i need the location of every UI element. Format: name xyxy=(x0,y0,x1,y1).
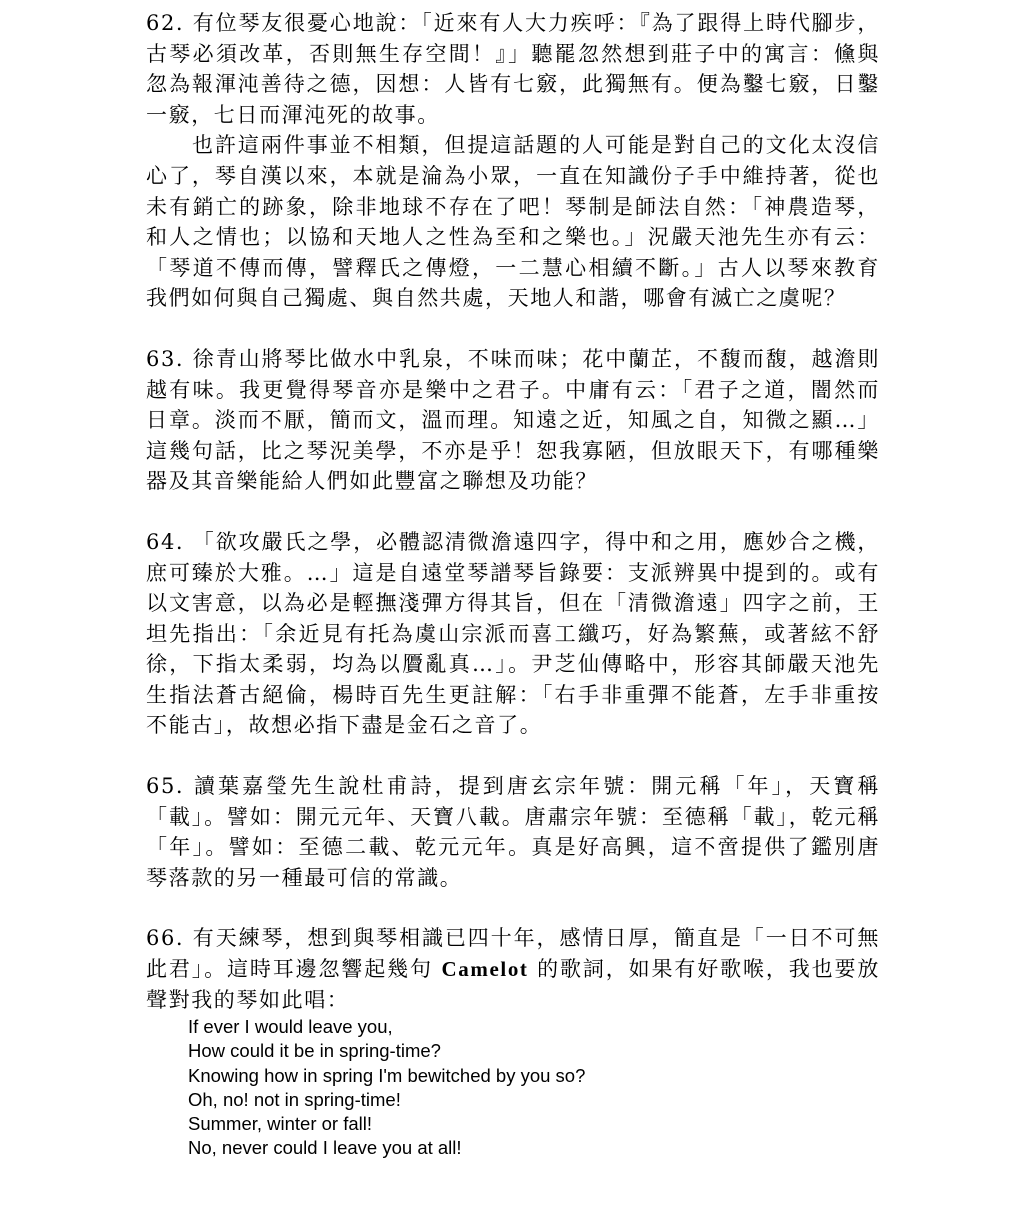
paragraph-gap xyxy=(146,893,880,923)
entry-62 xyxy=(146,8,880,314)
lyric-line: Knowing how in spring I'm bewitched by you so? xyxy=(188,1064,586,1086)
entry-64 xyxy=(146,527,880,741)
entry-65-paragraph: 65. 讀葉嘉瑩先生說杜甫詩，提到唐玄宗年號：開元稱「年」，天寶稱「載」。譬如：開元元年、天寶八載。唐肅宗年號：至德稱「載」，乾元稱「年」。譬如：至德二載、乾元元年。真是好高興，這不啻提供了鑑別唐琴落款的另一種最可信的常識。 xyxy=(146,774,880,890)
entry-63-paragraph: 63. 徐青山將琴比做水中乳泉，不味而味；花中蘭芷，不馥而馥，越澹則越有味。我更覺得琴音亦是樂中之君子。中庸有云：「君子之道，闇然而日章。淡而不厭，簡而文，溫而理。知遠之近，知風之自，知微之顯…」這幾句話，比之琴況美學，不亦是乎！恕我寡陋，但放眼天下，有哪種樂器及其音樂能給人們如此豐富之聯想及功能？ xyxy=(146,346,880,494)
lyric-line: If ever I would leave you, xyxy=(188,1016,393,1038)
lyric-line: Summer, winter or fall! xyxy=(188,1113,373,1135)
entry-65 xyxy=(146,771,880,893)
document-page xyxy=(146,8,880,1160)
lyric-line: How could it be in spring-time? xyxy=(188,1040,441,1062)
paragraph-gap xyxy=(146,314,880,344)
entry-64-paragraph: 64. 「欲攻嚴氏之學，必體認清微澹遠四字，得中和之用，應妙合之機，庶可臻於大雅。…」這是自遠堂琴譜琴旨錄要：支派辨異中提到的。或有以文害意，以為必是輕撫淺彈方得其旨，但在「清微澹遠」四字之前，王坦先指出：「余近見有托為虞山宗派而喜工纖巧，好為繁蕪，或著絃不舒徐，下指太柔弱，均為以贗亂真…」。尹芝仙傳略中，形容其師嚴天池先生指法蒼古絕倫，楊時百先生更註解：「右手非重彈不能蒼，左手非重按不能古」，故想必指下盡是金石之音了。 xyxy=(146,529,880,738)
lyric-line: No, never could I leave you at all! xyxy=(188,1137,462,1159)
entry-62-paragraph-2: 也許這兩件事並不相類，但提這話題的人可能是對自己的文化太沒信心了，琴自漢以來，本就是淪為小眾，一直在知識份子手中維持著，從也未有銷亡的跡象，除非地球不存在了吧！琴制是師法自然：「神農造琴，和人之情也；以協和天地人之性為至和之樂也。」況嚴天池先生亦有云：「琴道不傳而傳，譬釋氏之傳燈，一二慧心相續不斷。」古人以琴來教育我們如何與自己獨處、與自然共處，天地人和諧，哪會有滅亡之虞呢？ xyxy=(146,133,880,311)
entry-66-paragraph xyxy=(146,923,880,1015)
paragraph-gap xyxy=(146,497,880,527)
entry-63 xyxy=(146,344,880,497)
entry-66-text-after: 的歌詞，如果有好歌喉，我也要放聲對我的琴如此唱： xyxy=(146,957,880,1012)
lyrics-block xyxy=(188,1015,880,1160)
entry-66 xyxy=(146,923,880,1160)
paragraph-gap xyxy=(146,741,880,771)
entry-66-text-before: 66. 有天練琴，想到與琴相識已四十年，感情日厚，簡直是「一日不可無此君」。這時耳邊忽響起幾句 xyxy=(146,926,880,982)
lyric-line: Oh, no! not in spring-time! xyxy=(188,1088,401,1110)
entry-62-paragraph-1: 62. 有位琴友很憂心地說：「近來有人大力疾呼：『為了跟得上時代腳步，古琴必須改革，否則無生存空間！』」聽罷忽然想到莊子中的寓言：儵與忽為報渾沌善待之德，因想：人皆有七竅，此獨無有。便為鑿七竅，日鑿一竅，七日而渾沌死的故事。 xyxy=(146,11,880,127)
camelot-title: Camelot xyxy=(441,957,529,982)
